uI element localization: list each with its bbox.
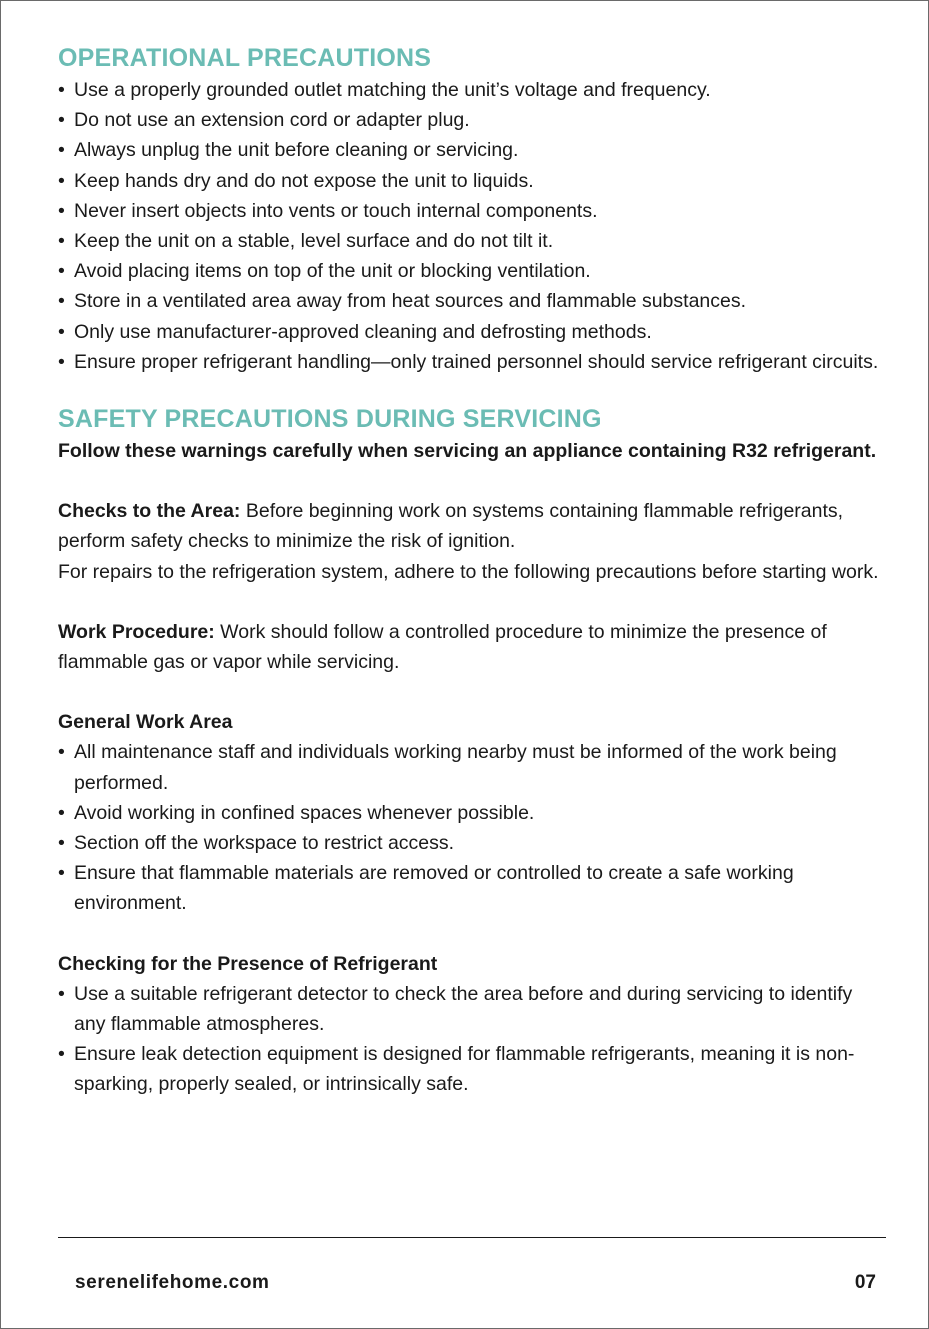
list-item: • Never insert objects into vents or touch internal components.	[58, 196, 888, 226]
servicing-precautions-section	[58, 403, 888, 1100]
list-item: • Ensure that flammable materials are removed or controlled to create a safe working environment.	[58, 858, 888, 918]
list-item: • Only use manufacturer-approved cleaning and defrosting methods.	[58, 317, 888, 347]
checks-text: Before beginning work on systems containing flammable refrigerants, perform safety checks to minimize the risk of ignition.	[58, 500, 844, 553]
list-item: • Ensure proper refrigerant handling—only trained personnel should service refrigerant circuits.	[58, 347, 888, 377]
list-item: • Use a suitable refrigerant detector to check the area before and during servicing to identify any flammable atmospheres.	[58, 979, 888, 1039]
procedure-label: Work Procedure:	[58, 620, 215, 643]
page-content	[58, 42, 888, 1100]
operational-precautions-heading: OPERATIONAL PRECAUTIONS	[58, 44, 432, 72]
servicing-precautions-heading: SAFETY PRECAUTIONS DURING SERVICING	[58, 405, 602, 434]
procedure-text: Work should follow a controlled procedure to minimize the presence of flammable gas or vapor while servicing.	[58, 620, 827, 674]
list-item: • Use a properly grounded outlet matching the unit’s voltage and frequency.	[58, 75, 888, 105]
list-item: • Keep hands dry and do not expose the unit to liquids.	[58, 166, 888, 196]
procedure-paragraph	[58, 617, 888, 677]
servicing-intro: Follow these warnings carefully when servicing an appliance containing R32 refrigerant.	[58, 440, 877, 463]
footer-website: serenelifehome.com	[75, 1272, 270, 1293]
general-work-area-list	[58, 737, 888, 918]
list-item: • Do not use an extension cord or adapter plug.	[58, 105, 888, 135]
checks-paragraph	[58, 496, 888, 556]
page-number: 07	[854, 1272, 876, 1293]
checks-paragraph-2: For repairs to the refrigeration system, adhere to the following precautions before starting work.	[58, 560, 879, 583]
footer-divider	[58, 1237, 886, 1238]
operational-precautions-list	[58, 75, 888, 377]
refrigerant-presence-list	[58, 979, 888, 1100]
list-item: • Ensure leak detection equipment is designed for flammable refrigerants, meaning it is non-sparking, properly sealed, or intrinsically safe.	[58, 1039, 888, 1099]
list-item: • Store in a ventilated area away from heat sources and flammable substances.	[58, 286, 888, 316]
checks-label: Checks to the Area:	[58, 500, 241, 523]
general-work-area-heading: General Work Area	[58, 711, 233, 734]
operational-precautions-section	[58, 42, 888, 377]
list-item: • Avoid placing items on top of the unit or blocking ventilation.	[58, 256, 888, 286]
list-item: • Avoid working in confined spaces whenever possible.	[58, 798, 888, 828]
list-item: • All maintenance staff and individuals working nearby must be informed of the work being performed.	[58, 737, 888, 797]
list-item: • Section off the workspace to restrict access.	[58, 828, 888, 858]
list-item: • Always unplug the unit before cleaning or servicing.	[58, 135, 888, 165]
refrigerant-presence-heading: Checking for the Presence of Refrigerant	[58, 952, 438, 975]
list-item: • Keep the unit on a stable, level surface and do not tilt it.	[58, 226, 888, 256]
